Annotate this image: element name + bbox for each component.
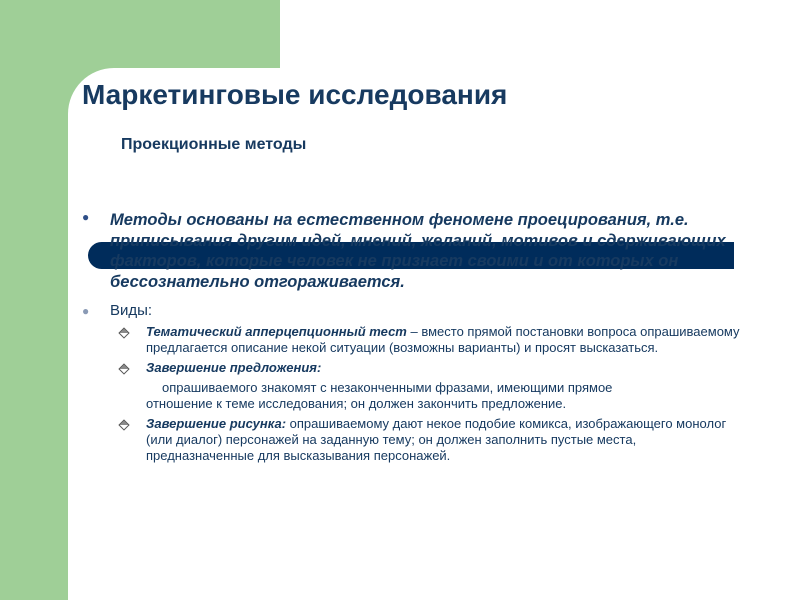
type-item-text bbox=[146, 324, 743, 356]
type-item-text bbox=[146, 416, 743, 464]
type-item-text bbox=[146, 360, 743, 376]
type-item-term: Завершение рисунка: bbox=[146, 416, 287, 431]
type-item-tat bbox=[78, 324, 743, 356]
types-bullet-item bbox=[78, 301, 743, 321]
diamond-bullet-icon bbox=[119, 328, 128, 337]
type-item-picture-completion bbox=[78, 416, 743, 464]
slide-title: Маркетинговые исследования bbox=[82, 79, 508, 110]
type-item-description-line: опрашиваемого знакомят с незаконченными фразами, имеющими прямое bbox=[162, 380, 613, 395]
type-item-description-line: отношение к теме исследования; он должен закончить предложение. bbox=[146, 396, 567, 411]
diamond-bullet-icon bbox=[119, 364, 128, 373]
main-bullet-item bbox=[78, 210, 743, 292]
type-item-description: опрашиваемому дают некое подобие комикса, изображающего монолог (или диалог) персонажей на заданную тему; он должен заполнить пустые места, предназначенные для высказывания персонажей. bbox=[146, 416, 727, 463]
type-item-term: Тематический апперцепционный тест bbox=[146, 324, 407, 339]
type-item-term: Завершение предложения: bbox=[146, 360, 322, 375]
types-label: Виды: bbox=[110, 302, 153, 319]
main-description: Методы основаны на естественном феномене проецирования, т.е. приписывания другим идей, мнений, желаний, мотивов и сдерживающих факторов, которые человек не признает своими и от которых он бессознательно отгораживается. bbox=[110, 211, 726, 291]
slide-subtitle: Проекционные методы bbox=[121, 136, 307, 153]
bullet-dot-icon: ● bbox=[82, 304, 90, 318]
slide-body bbox=[78, 210, 743, 464]
type-item-sentence-completion bbox=[78, 360, 743, 376]
bullet-dot-icon: ● bbox=[82, 210, 90, 224]
diamond-bullet-icon bbox=[119, 420, 128, 429]
type-item-description: – вместо прямой постановки вопроса опрашиваемому предлагается описание некой ситуации (возможны варианты) и просят высказаться. bbox=[146, 324, 740, 355]
